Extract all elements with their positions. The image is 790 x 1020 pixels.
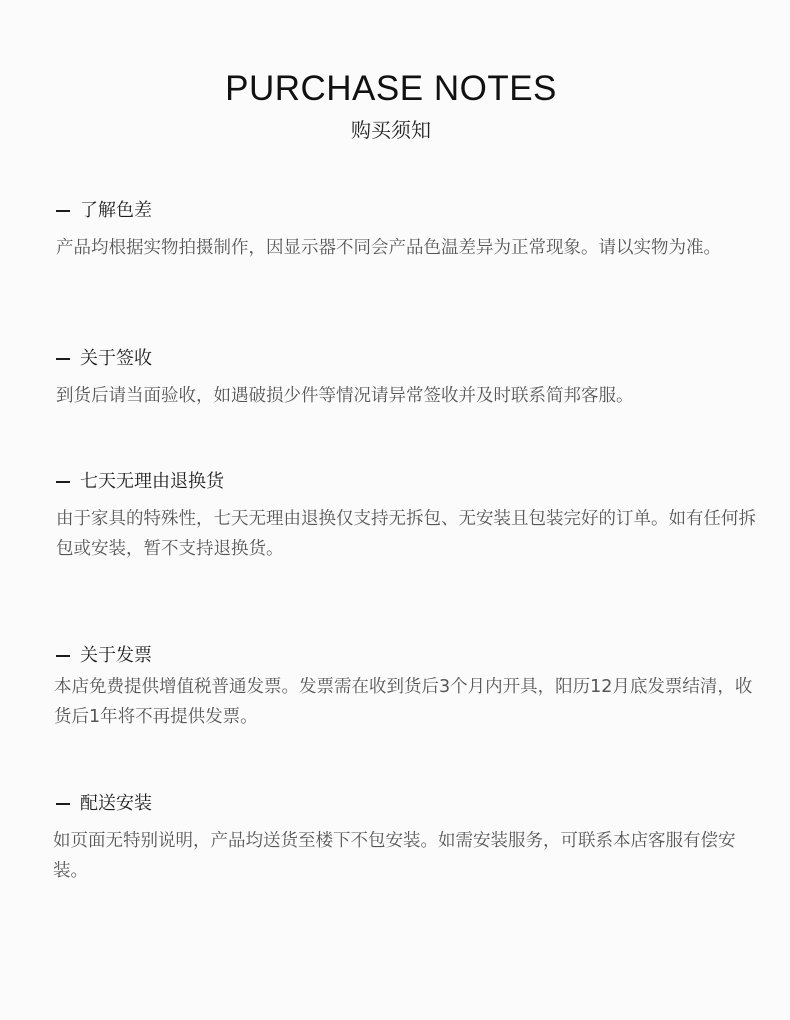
section-body: 产品均根据实物拍摄制作，因显示器不同会产品色温差异为正常现象。请以实物为准。: [56, 238, 721, 258]
section-body: 到货后请当面验收，如遇破损少件等情况请异常签收并及时联系简邦客服。: [56, 386, 634, 406]
section-installation: [53, 791, 756, 886]
section-title: 七天无理由退换货: [80, 471, 224, 492]
dash-icon: [56, 210, 70, 212]
section-heading: [56, 198, 756, 224]
page-header: [0, 68, 782, 144]
section-heading: [56, 643, 756, 669]
dash-icon: [56, 358, 70, 360]
section-invoice: [56, 643, 756, 732]
section-body: 如页面无特别说明，产品均送货至楼下不包安装。如需安装服务，可联系本店客服有偿安装。: [53, 831, 736, 881]
page-title: PURCHASE NOTES: [225, 69, 557, 108]
dash-icon: [56, 481, 70, 483]
section-seven-day-return: [56, 469, 756, 564]
section-title: 了解色差: [80, 200, 152, 221]
section-heading: [56, 469, 756, 495]
section-delivery-receipt: [56, 346, 756, 411]
section-color-difference: [56, 198, 756, 263]
dash-icon: [56, 803, 70, 805]
section-body: 本店免费提供增值税普通发票。发票需在收到货后3个月内开具，阳历12月底发票结清，收货后1年将不再提供发票。: [54, 677, 753, 727]
section-body: 由于家具的特殊性，七天无理由退换仅支持无拆包、无安装且包装完好的订单。如有任何拆包或安装，暂不支持退换货。: [56, 509, 756, 559]
dash-icon: [56, 655, 70, 657]
section-title: 关于发票: [80, 645, 152, 666]
section-title: 关于签收: [80, 348, 152, 369]
section-title: 配送安装: [80, 793, 152, 814]
page-subtitle: 购买须知: [351, 118, 431, 142]
section-heading: [56, 791, 756, 817]
section-heading: [56, 346, 756, 372]
